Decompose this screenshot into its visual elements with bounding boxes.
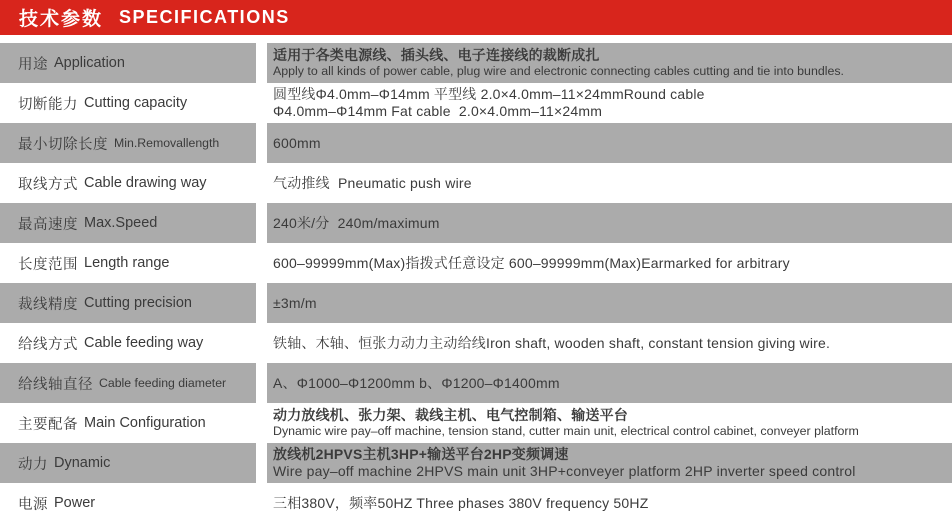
spec-row: [0, 323, 952, 363]
column-divider: [256, 363, 267, 403]
spec-value-line: 适用于各类电源线、插头线、电子连接线的裁断成扎: [273, 47, 600, 63]
spec-value-cell: [267, 83, 952, 123]
spec-value-line: 动力放线机、张力架、裁线主机、电气控制箱、输送平台: [273, 407, 628, 423]
column-divider: [256, 443, 267, 483]
spec-row: [0, 43, 952, 83]
spec-label-cell: [0, 483, 256, 523]
spec-label-zh: 给线方式: [18, 336, 78, 353]
spec-value-line: 600mm: [273, 134, 321, 151]
spec-label-zh: 电源: [18, 496, 48, 513]
spec-value-cell: [267, 283, 952, 323]
spec-value-line: 三相380V，频率50HZ Three phases 380V frequency 50HZ: [273, 494, 649, 511]
spec-value-line: 铁轴、木轴、恒张力动力主动给线Iron shaft, wooden shaft, constant tension giving wire.: [273, 334, 831, 351]
spec-label-cell: [0, 323, 256, 363]
spec-value-cell: [267, 243, 952, 283]
spec-value-line: 放线机2HPVS主机3HP+输送平台2HP变频调速: [273, 446, 569, 462]
spec-label-cell: [0, 363, 256, 403]
spec-value-line: 圆型线Φ4.0mm–Φ14mm 平型线 2.0×4.0mm–11×24mmRound cable: [273, 86, 705, 102]
specifications-header: [0, 0, 952, 35]
column-divider: [256, 483, 267, 523]
spec-label-en: Cutting capacity: [84, 95, 188, 111]
spec-label-zh: 用途: [18, 56, 48, 73]
spec-label-cell: [0, 83, 256, 123]
spec-row: [0, 403, 952, 443]
spec-label-zh: 裁线精度: [18, 296, 78, 313]
spec-label-en: Length range: [84, 255, 170, 271]
spec-label-en: Cable feeding way: [84, 335, 204, 351]
spec-label-cell: [0, 283, 256, 323]
spec-label-en: Application: [54, 55, 125, 71]
column-divider: [256, 403, 267, 443]
spec-value-cell: [267, 123, 952, 163]
spec-label-en: Dynamic: [54, 455, 111, 471]
header-title-en: SPECIFICATIONS: [119, 7, 290, 27]
spec-row: [0, 83, 952, 123]
spec-table: [0, 43, 952, 523]
spec-value-cell: [267, 483, 952, 523]
spec-row: [0, 443, 952, 483]
spec-label-cell: [0, 203, 256, 243]
spec-label-cell: [0, 443, 256, 483]
spec-label-en: Max.Speed: [84, 215, 158, 231]
spec-label-en: Min.Removallength: [114, 136, 220, 150]
spec-value-line: A、Φ1000–Φ1200mm b、Φ1200–Φ1400mm: [273, 374, 560, 391]
column-divider: [256, 283, 267, 323]
spec-value-cell: [267, 363, 952, 403]
spec-label-zh: 切断能力: [18, 96, 78, 113]
spec-value-cell: [267, 163, 952, 203]
spec-value-cell: [267, 403, 952, 443]
spec-label-cell: [0, 403, 256, 443]
spec-label-en: Cable drawing way: [84, 175, 207, 191]
spec-value-cell: [267, 323, 952, 363]
spec-row: [0, 283, 952, 323]
spec-label-zh: 长度范围: [18, 256, 78, 273]
spec-row: [0, 363, 952, 403]
spec-value-line: Φ4.0mm–Φ14mm Fat cable 2.0×4.0mm–11×24mm: [273, 103, 603, 119]
spec-label-en: Power: [54, 495, 96, 511]
spec-label-cell: [0, 163, 256, 203]
header-title-zh: 技术参数: [19, 9, 104, 30]
column-divider: [256, 243, 267, 283]
spec-label-en: Cable feeding diameter: [99, 376, 227, 390]
spec-label-cell: [0, 123, 256, 163]
spec-value-cell: [267, 43, 952, 83]
spec-value-line: Apply to all kinds of power cable, plug wire and electronic connecting cables cutting and tie into bundles.: [273, 64, 845, 78]
spec-value-line: Dynamic wire pay–off machine, tension stand, cutter main unit, electrical control cabinet, conveyer platform: [273, 424, 859, 438]
spec-row: [0, 483, 952, 523]
spec-value-line: 240米/分 240m/maximum: [273, 214, 440, 231]
column-divider: [256, 43, 267, 83]
spec-label-cell: [0, 43, 256, 83]
spec-label-zh: 取线方式: [18, 176, 78, 193]
spec-row: [0, 243, 952, 283]
column-divider: [256, 123, 267, 163]
spec-label-zh: 最小切除长度: [18, 136, 108, 153]
spec-label-zh: 主要配备: [18, 416, 78, 433]
spec-label-zh: 最高速度: [18, 216, 78, 233]
spec-row: [0, 123, 952, 163]
column-divider: [256, 83, 267, 123]
spec-label-cell: [0, 243, 256, 283]
spec-value-line: ±3m/m: [273, 294, 317, 311]
spec-row: [0, 203, 952, 243]
spec-value-cell: [267, 203, 952, 243]
spec-value-line: Wire pay–off machine 2HPVS main unit 3HP+conveyer platform 2HP inverter speed control: [273, 463, 856, 479]
column-divider: [256, 323, 267, 363]
spec-value-line: 600–99999mm(Max)指拨式任意设定 600–99999mm(Max)Earmarked for arbitrary: [273, 254, 790, 271]
spec-label-zh: 动力: [18, 456, 48, 473]
spec-value-line: 气动推线 Pneumatic push wire: [273, 174, 472, 191]
spec-value-cell: [267, 443, 952, 483]
spec-row: [0, 163, 952, 203]
spec-label-zh: 给线轴直径: [18, 376, 93, 393]
spec-label-en: Cutting precision: [84, 295, 192, 311]
spec-label-en: Main Configuration: [84, 415, 206, 431]
column-divider: [256, 163, 267, 203]
column-divider: [256, 203, 267, 243]
